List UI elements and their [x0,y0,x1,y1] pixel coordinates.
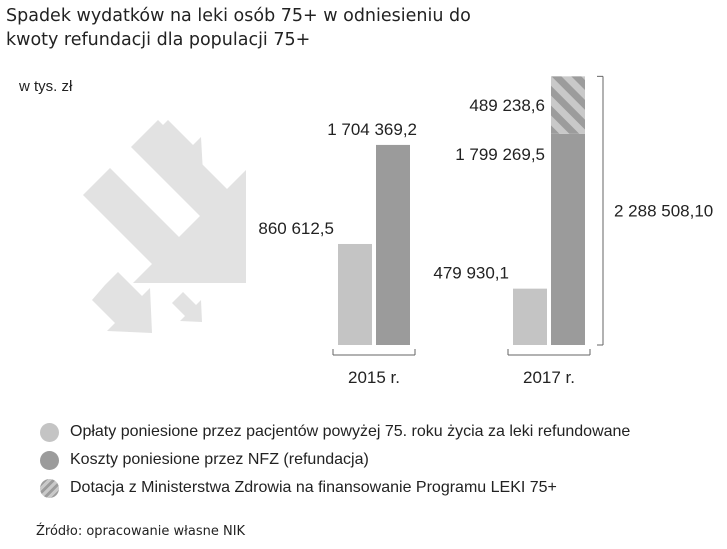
bar-nfz-2 [551,134,585,345]
total-label: 2 288 508,10 [614,201,714,221]
legend-item-ministry [40,474,630,502]
bars [338,76,585,345]
decorative-arrows-icon [83,120,246,333]
legend [40,418,630,502]
legend-swatch-patients [40,423,59,442]
legend-label-patients: Opłaty poniesione przez pacjentów powyżej 75. roku życia za leki refundowane [70,423,631,440]
x-tick-label-2: 2017 r. [523,368,575,387]
unit-label: w tys. zł [19,78,73,95]
bar-nfz-1 [376,145,410,345]
bar-ministry-2 [551,76,585,133]
label-nfz-2: 1 799 269,5 [455,144,545,164]
legend-label-nfz: Koszty poniesione przez NFZ (refundacja) [70,451,369,468]
chart-title: Spadek wydatków na leki osób 75+ w odniesieniu do kwoty refundacji dla populacji 75+ [6,6,471,50]
bar-patients-2 [513,289,547,345]
source-note: Źródło: opracowanie własne NIK [36,524,246,539]
legend-item-patients [40,418,630,446]
label-patients-2: 479 930,1 [433,263,509,283]
bar-patients-1 [338,244,372,345]
x-tick-label-1: 2015 r. [348,368,400,387]
legend-swatch-ministry [40,479,59,498]
total-bracket [597,76,713,345]
label-nfz-1: 1 704 369,2 [327,119,417,139]
arrow-small-icon [172,292,202,322]
legend-swatch-nfz [40,451,59,470]
label-ministry-2: 489 238,6 [469,96,545,116]
legend-label-ministry: Dotacja z Ministerstwa Zdrowia na finansowanie Programu LEKI 75+ [70,479,557,496]
x-axis [333,349,590,387]
legend-item-nfz [40,446,630,474]
label-patients-1: 860 612,5 [258,218,334,238]
